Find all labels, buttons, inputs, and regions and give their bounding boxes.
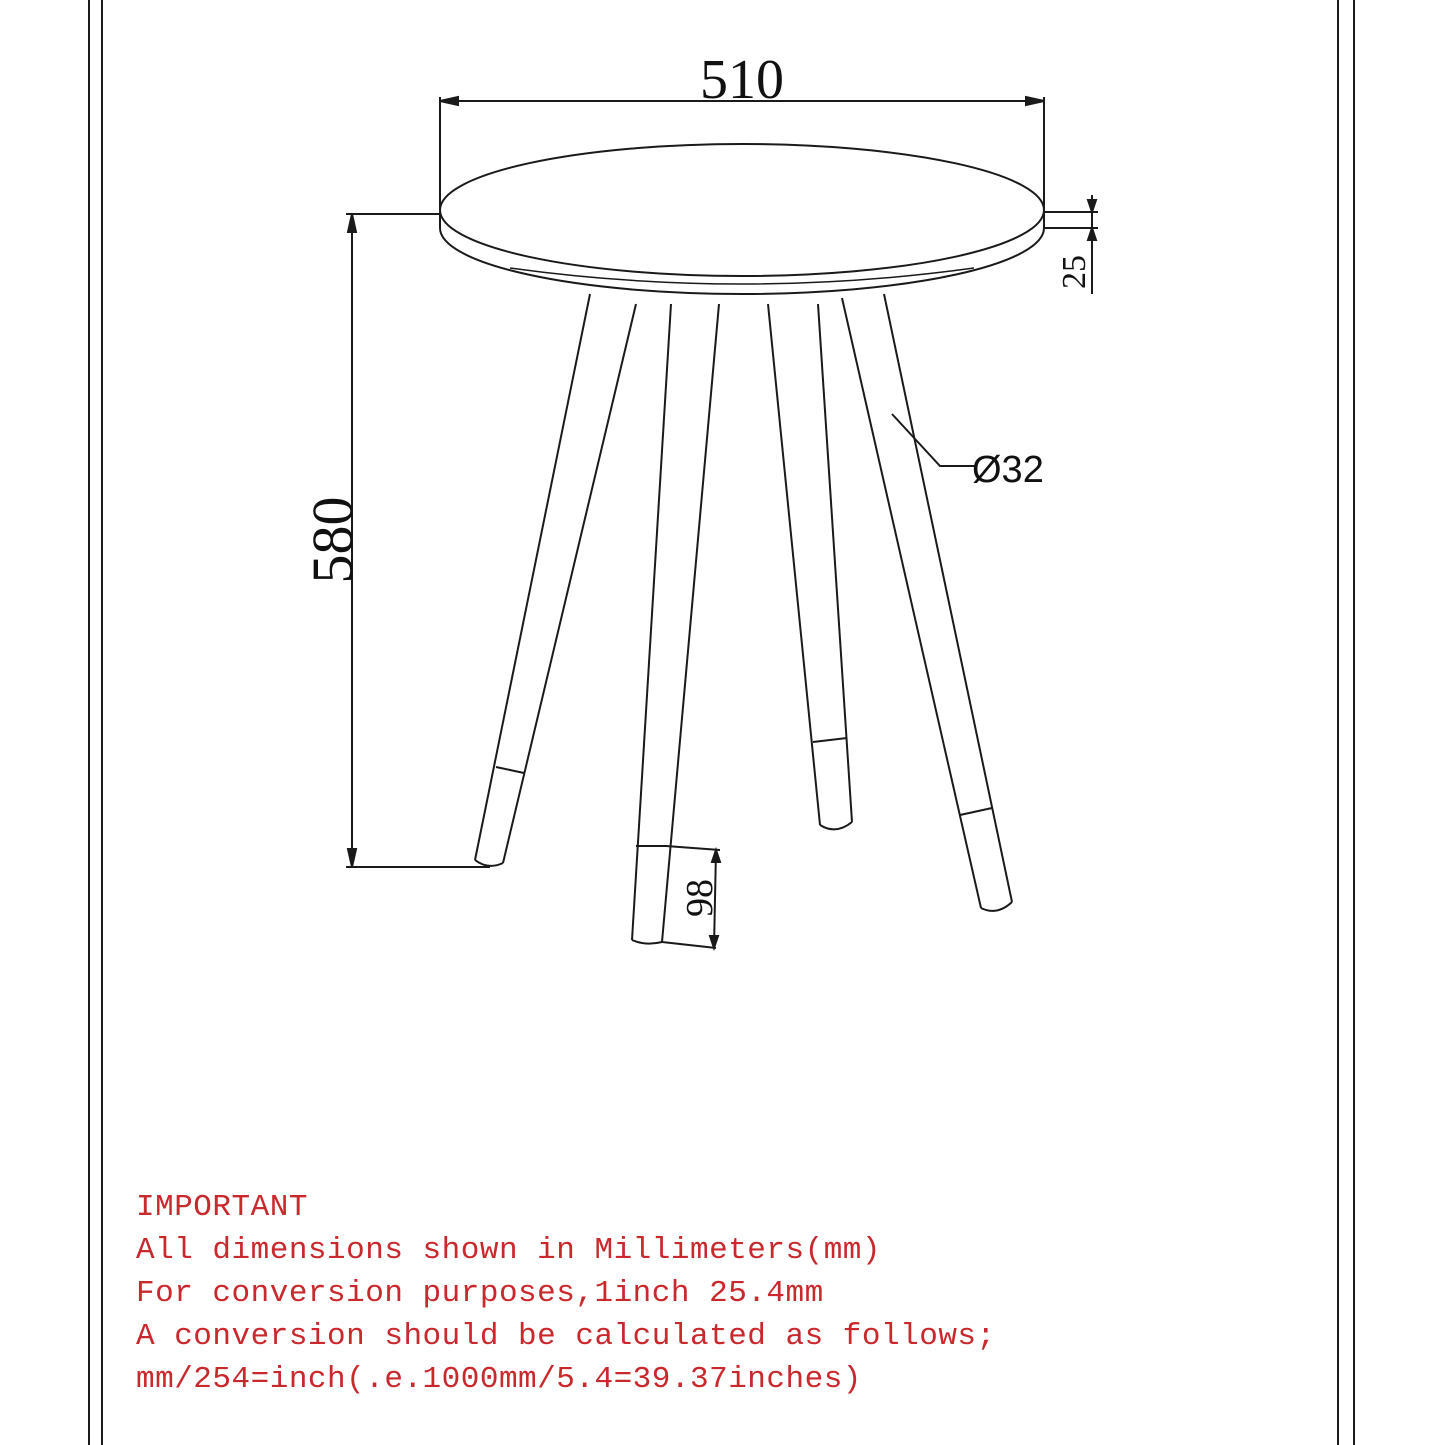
table-top xyxy=(440,144,1044,294)
leg-diameter-leader xyxy=(892,414,975,466)
leg-diameter-label: Ø32 xyxy=(972,449,1044,491)
dimension-top-thickness-label: 25 xyxy=(1056,255,1093,289)
dimension-height-label: 580 xyxy=(300,496,365,584)
leg-back xyxy=(768,304,852,829)
leg-front-left xyxy=(475,294,636,866)
note-heading: IMPORTANT xyxy=(136,1190,308,1225)
dimension-width-label: 510 xyxy=(700,49,784,111)
note-line: For conversion purposes,1inch 25.4mm xyxy=(136,1276,824,1311)
dimension-height xyxy=(346,214,490,867)
important-note xyxy=(136,1186,996,1401)
note-line: mm/254=inch(.e.1000mm/5.4=39.37inches) xyxy=(136,1362,862,1397)
dimension-foot-cap-label: 98 xyxy=(679,879,721,917)
dimension-width xyxy=(440,97,1044,210)
note-line: A conversion should be calculated as follows; xyxy=(136,1319,996,1354)
note-line: All dimensions shown in Millimeters(mm) xyxy=(136,1233,882,1268)
leg-front-right xyxy=(842,294,1012,911)
